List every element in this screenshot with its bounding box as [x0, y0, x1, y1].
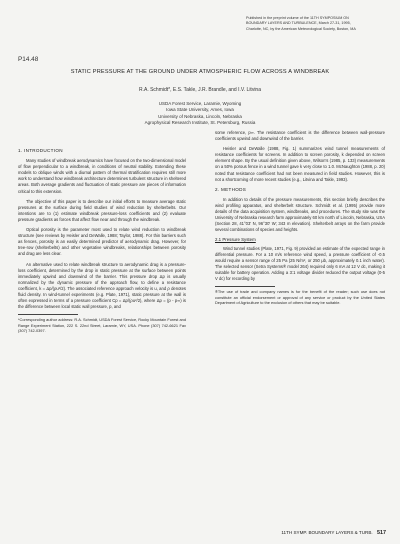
- page-footer: [281, 530, 386, 536]
- body-paragraph: In addition to details of the pressure measurements, this section briefly describes the wind profiling apparatus, and shelterbelt structure. Schmidt et al. (1995) provide more details of the data acquisition system, windbreaks, and procedures. The study site was the University of Nebraska research farm approximately 60 km north of Lincoln, Nebraska, USA (Section 28, 41°03' N, 96°30' W; 343 m elevation). Shelterbelt arrays on the farm provide several combinations of species and heights.: [215, 196, 385, 233]
- left-column: [18, 148, 186, 334]
- body-paragraph: some reference, p∞. The resistance coefficient is the difference between wall-pressure coefficients upwind and downwind of the barrier.: [215, 130, 385, 142]
- trade-name-footnote: ®The use of trade and company names is for the benefit of the reader; such use does not constitute an official endorsement or approval of any service or product by the United States Department of Agriculture to the exclusion of others that may be suitable.: [215, 289, 385, 306]
- section-heading-methods: 2. METHODS: [215, 186, 247, 192]
- publication-note-line: BOUNDARY LAYERS AND TURBULENCE, March 27-31, 1995,: [246, 21, 351, 26]
- body-paragraph: Wind tunnel studies (Plate, 1971, Fig. 9) provided an estimate of the expected range in differential pressure. For a 10 m/s reference wind speed, a pressure coefficient of -0.5 would require a sensor range of 25 Pa (25 N/m², or 250 μb, approximately 0.1 inch water). The selected sensor (Setra Systems® model 264) required only 6 mA at 12 V dc, making it suitable for battery operation. Adding a 3:1 voltage divider reduced the output voltage (0-5 V dc) for recording by: [215, 245, 385, 281]
- body-paragraph: An alternative used to relate windbreak structure to aerodynamic drag is a pressure-loss coefficient, determined by the drop in static pressure at the surface between points immediately upwind and downwind of the barrier. This pressure drop Δp is usually normalized by the dynamic pressure of the approach flow, to define a resistance coefficient, k = Δp/(ρu²/2). The associated reference approach velocity is u, and ρ denotes fluid density. In wind-tunnel experiments (e.g. Plate, 1971), static pressure at the wall is often expressed in terms of a pressure coefficient Cp = Δp/(ρu²/2), where Δp = (p - p∞) is the difference between local static wall pressure, p, and: [18, 261, 186, 310]
- publication-note-line: Published in the preprint volume of the 11TH SYMPOSIUM ON: [246, 16, 349, 20]
- publication-note: [246, 16, 388, 32]
- body-paragraph: Optical porosity is the parameter most used to relate wind reduction to windbreak structure (see reviews by Heisler and DeWalle, 1988; Taylor, 1988). For thin barriers such as fences, porosity is an easily determined predictor of aerodynamic drag. However, for tree-row (shelterbelts) and other vegetative windbreaks, relationships between porosity and drag are less clear.: [18, 227, 186, 257]
- body-paragraph: Many studies of windbreak aerodynamics have focused on the two-dimensional model of flow perpendicular to a windbreak, in conditions of neutral stability. Extending these models to oblique winds with a diurnal pattern of thermal stratification requires still more work to understand how windbreak architecture determines turbulent structure in sheltered areas. Both average gradients and fluctuation of static pressure are pieces of information critical to this extension.: [18, 158, 186, 194]
- body-paragraph: Heisler and DeWalle (1988, Fig. 1) summarizes wind tunnel measurements of resistance coefficients for screens. In addition to screen porosity, k depended on screen element shape. By the usual definition given above, Wilson's (1985, p. 133) measurements on a 50% porous fence in a wind tunnel gave k very close to 1.0. McNaughton (1988, p. 20) noted that resistance coefficient had not been measured in field studies. However, this is not a shortcoming of more recent studies (e.g., Litvina and Takle, 1993).: [215, 146, 385, 182]
- right-column: [215, 130, 385, 306]
- affiliation-line: Agrophysical Research Institute, St. Petersburg, Russia: [144, 120, 256, 126]
- section-heading-introduction: 1. INTRODUCTION: [18, 148, 63, 153]
- affiliation-line: Iowa State University, Ames, Iowa: [166, 107, 234, 113]
- body-paragraph: The objective of this paper is to describe our initial efforts to measure average static pressures at the surface during field studies of wind reduction by shelterbelts. Our intentions are to (1) estimate windbreak pressure-loss coefficients and (2) evaluate pressure gradients as forces that affect flow near and through the windbreak.: [18, 198, 186, 222]
- footnote-rule: [215, 286, 275, 287]
- page-number: 517: [377, 530, 386, 536]
- affiliation-line: USDA Forest Service, Laramie, Wyoming: [158, 101, 242, 106]
- paper-code: P14.48: [18, 56, 39, 63]
- footer-journal: 11TH SYMP. BOUNDARY LAYERS & TURB.: [281, 530, 373, 535]
- author-list: R.A. Schmidt*, E.S. Takle, J.R. Brandle, and I.V. Litvina: [138, 87, 261, 93]
- corresponding-author-footnote: *Corresponding author address: R.A. Schmidt, USDA Forest Service, Rocky Mountain Forest and Range Experiment Station, 222 S. 22nd Street, Laramie, WY, USA. Phone (307) 742-6621 Fax (307) 742-0397.: [18, 317, 186, 334]
- publication-note-line: Charlotte, NC, by the American Meteorological Society, Boston, MA: [246, 26, 356, 31]
- affiliation-line: University of Nebraska, Lincoln, Nebraska: [158, 113, 242, 119]
- affiliations: [0, 101, 400, 127]
- subsection-heading-pressure-system: 2.1 Pressure System: [215, 237, 256, 243]
- paper-title: STATIC PRESSURE AT THE GROUND UNDER ATMOSPHERIC FLOW ACROSS A WINDBREAK: [70, 69, 330, 75]
- footnote-rule: [18, 314, 78, 315]
